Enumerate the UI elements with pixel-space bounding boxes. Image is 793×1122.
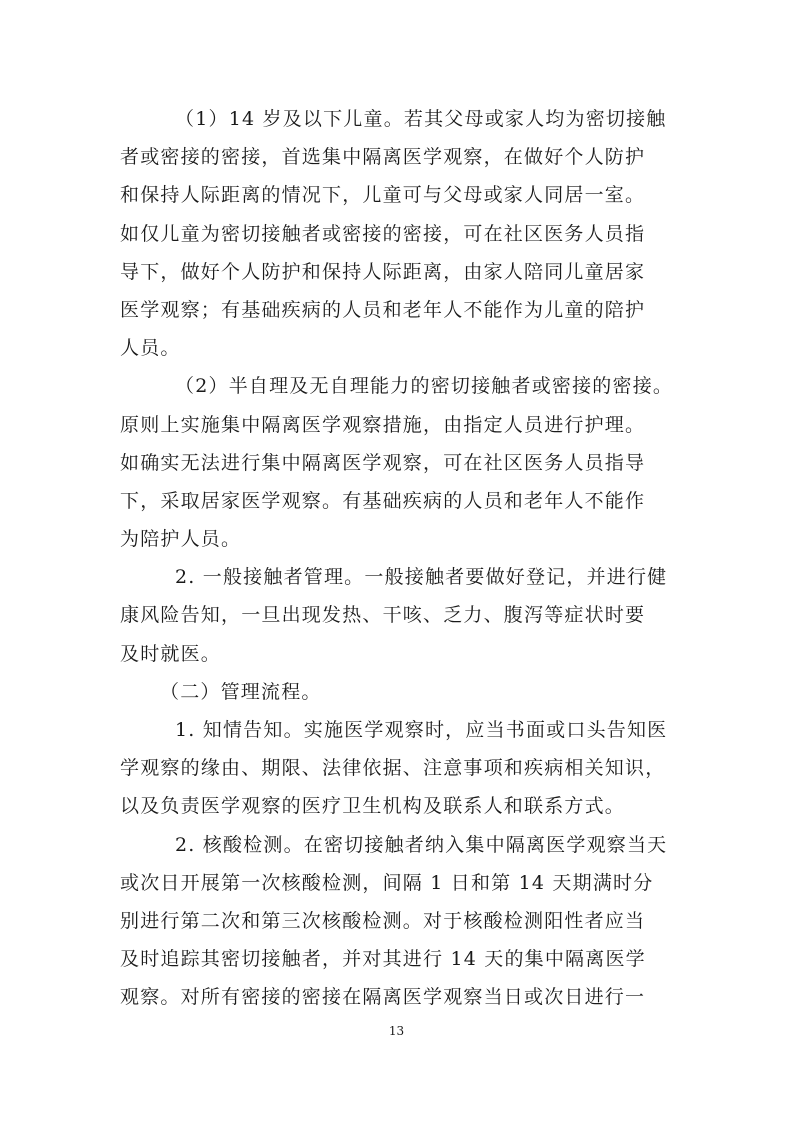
paragraph-line: 如仅儿童为密切接触者或密接的密接，可在社区医务人员指 xyxy=(120,222,646,245)
paragraph-line: 人员。 xyxy=(120,337,181,360)
body-text xyxy=(120,100,680,1017)
paragraph-line: 如确实无法进行集中隔离医学观察，可在社区医务人员指导 xyxy=(120,451,646,474)
paragraph-line: 康风险告知，一旦出现发热、干咳、乏力、腹泻等症状时要 xyxy=(120,604,646,627)
paragraph-line: 或次日开展第一次核酸检测，间隔 1 日和第 14 天期满时分 xyxy=(120,871,654,894)
paragraph-line: 2. 一般接触者管理。一般接触者要做好登记，并进行健 xyxy=(175,566,668,589)
paragraph-line: 医学观察；有基础疾病的人员和老年人不能作为儿童的陪护 xyxy=(120,298,646,321)
paragraph-line: 学观察的缘由、期限、法律依据、注意事项和疾病相关知识， xyxy=(120,757,666,780)
paragraph-line: 下，采取居家医学观察。有基础疾病的人员和老年人不能作 xyxy=(120,489,646,512)
paragraph-line: 导下，做好个人防护和保持人际距离，由家人陪同儿童居家 xyxy=(120,260,646,283)
paragraph-line: （2）半自理及无自理能力的密切接触者或密接的密接。 xyxy=(175,375,674,398)
paragraph-line: 以及负责医学观察的医疗卫生机构及联系人和联系方式。 xyxy=(120,795,626,818)
paragraph-line: 原则上实施集中隔离医学观察措施，由指定人员进行护理。 xyxy=(120,413,646,436)
section-heading: （二）管理流程。 xyxy=(160,680,322,703)
paragraph-line: 2. 核酸检测。在密切接触者纳入集中隔离医学观察当天 xyxy=(175,833,668,856)
paragraph-line: 为陪护人员。 xyxy=(120,528,242,551)
paragraph-line: 1. 知情告知。实施医学观察时，应当书面或口头告知医 xyxy=(175,719,668,741)
paragraph-line: 观察。对所有密接的密接在隔离医学观察当日或次日进行一 xyxy=(120,986,646,1009)
paragraph-line: 别进行第二次和第三次核酸检测。对于核酸检测阳性者应当 xyxy=(120,909,646,932)
paragraph-line: 及时追踪其密切接触者，并对其进行 14 天的集中隔离医学 xyxy=(120,948,646,971)
paragraph-line: 和保持人际距离的情况下，儿童可与父母或家人同居一室。 xyxy=(120,184,646,207)
paragraph-line: 及时就医。 xyxy=(120,642,222,665)
paragraph-line: （1）14 岁及以下儿童。若其父母或家人均为密切接触 xyxy=(175,108,667,130)
page-number: 13 xyxy=(388,1024,405,1038)
paragraph-line: 者或密接的密接，首选集中隔离医学观察，在做好个人防护 xyxy=(120,146,646,169)
